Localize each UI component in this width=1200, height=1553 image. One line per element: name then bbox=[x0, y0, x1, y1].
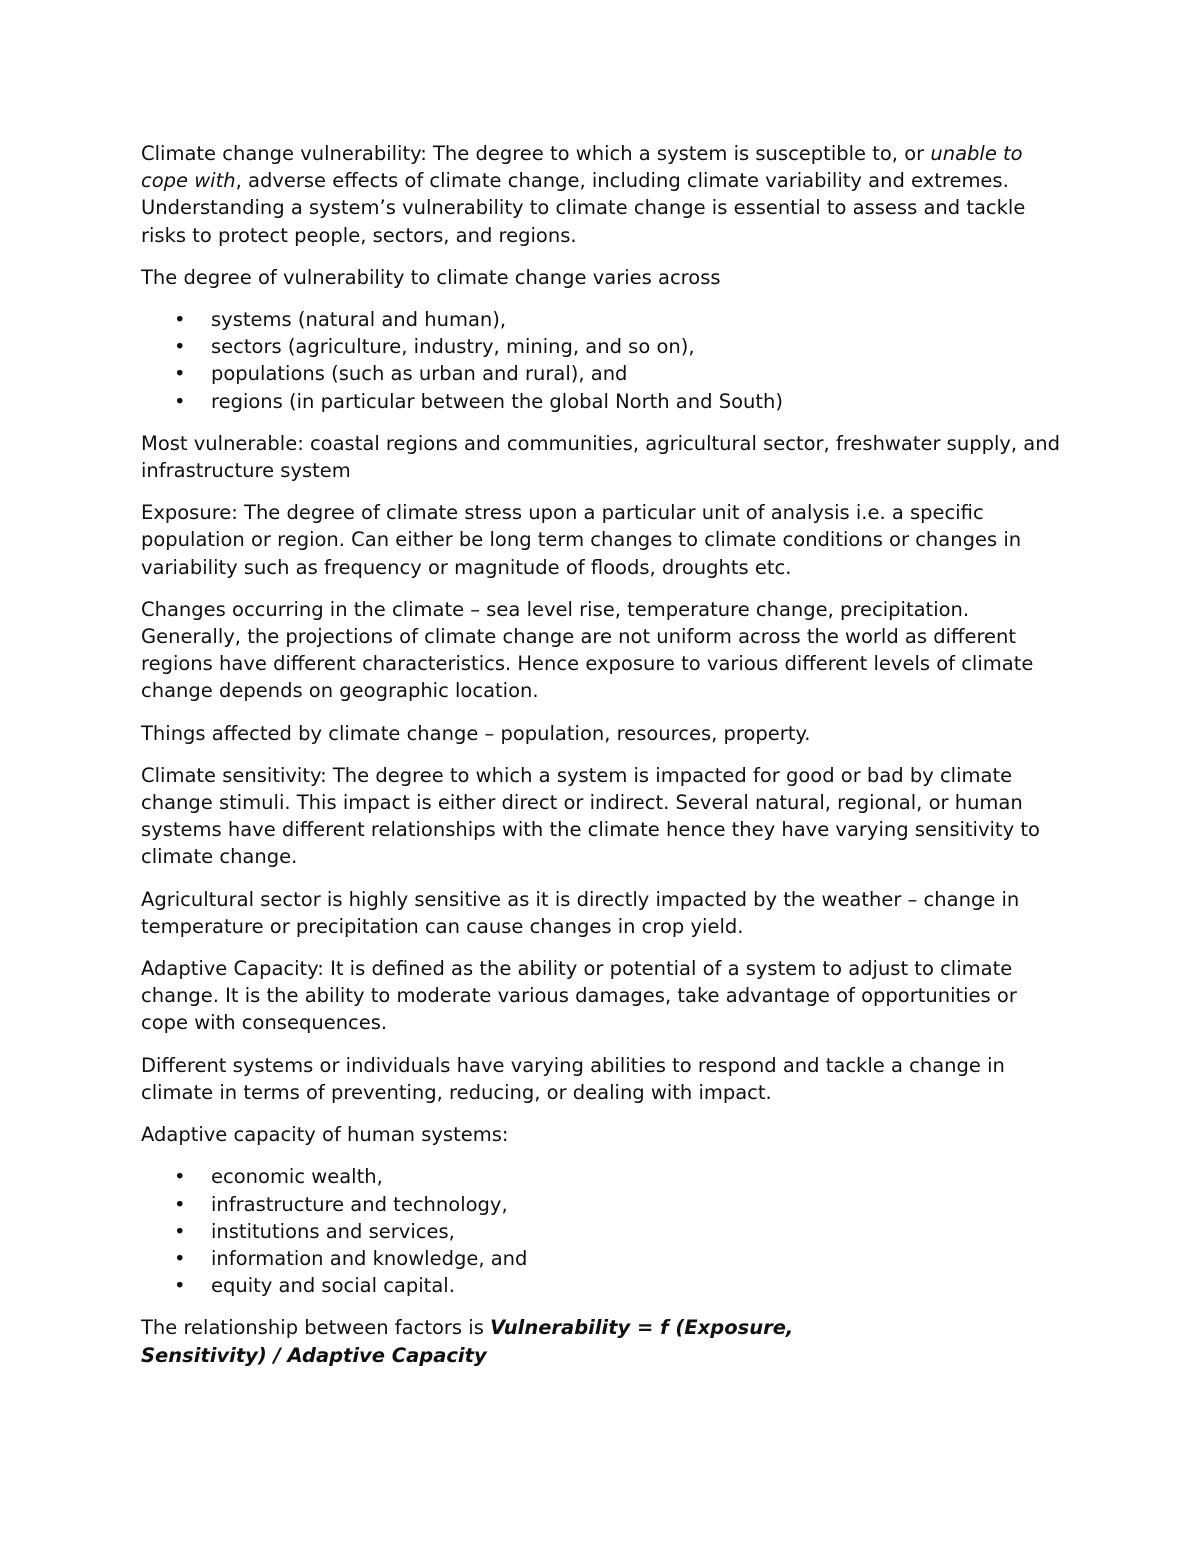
bullet-icon: • bbox=[174, 362, 186, 386]
vulnerability-list bbox=[141, 306, 1066, 415]
list-item: • systems (natural and human), bbox=[141, 306, 1066, 333]
list-item: • populations (such as urban and rural), and bbox=[141, 360, 1066, 387]
relationship-paragraph bbox=[141, 1314, 1066, 1368]
climate-changes-paragraph: Changes occurring in the climate – sea level rise, temperature change, precipitation. Generally, the projections of climate change are not uniform across the world as different regions have different characteristics. Hence exposure to various different levels of climate change depends on geographic location. bbox=[141, 597, 1034, 703]
list-item: • institutions and services, bbox=[141, 1218, 1066, 1245]
vulnerability-italic: unable to cope with bbox=[141, 142, 1023, 193]
formula-line-2: Sensitivity) / Adaptive Capacity bbox=[141, 1343, 487, 1367]
agricultural-sector-paragraph: Agricultural sector is highly sensitive as it is directly impacted by the weather – change in temperature or precipitation can cause changes in crop yield. bbox=[141, 887, 1020, 938]
bullet-icon: • bbox=[174, 1192, 186, 1216]
document-page bbox=[141, 140, 1066, 1384]
bullet-icon: • bbox=[174, 1219, 186, 1243]
vulnerability-varies-intro: The degree of vulnerability to climate change varies across bbox=[141, 265, 721, 289]
vulnerability-text-a: Climate change vulnerability: The degree to which a system is susceptible to, or bbox=[141, 142, 931, 165]
vulnerability-text-b: , adverse effects of climate change, including climate variability and extremes. Understanding a system’s vulnerability to climate change is essential to assess and tackle risks to protect people, sectors, and regions. bbox=[141, 169, 1026, 247]
bullet-icon: • bbox=[174, 1246, 186, 1270]
adaptive-capacity-intro: Adaptive capacity of human systems: bbox=[141, 1123, 509, 1147]
list-item: • regions (in particular between the global North and South) bbox=[141, 388, 1066, 415]
most-vulnerable-paragraph: Most vulnerable: coastal regions and communities, agricultural sector, freshwater supply, and infrastructure system bbox=[141, 431, 1060, 483]
list-item: • sectors (agriculture, industry, mining, and so on), bbox=[141, 333, 1066, 360]
relationship-prefix: The relationship between factors is bbox=[141, 1316, 491, 1340]
formula-line-1: Vulnerability = f (Exposure, bbox=[490, 1316, 794, 1340]
list-item: • economic wealth, bbox=[141, 1163, 1066, 1190]
bullet-icon: • bbox=[174, 389, 186, 413]
bullet-icon: • bbox=[174, 308, 186, 332]
different-systems-paragraph: Different systems or individuals have varying abilities to respond and tackle a change in climate in terms of preventing, reducing, or dealing with impact. bbox=[141, 1053, 1005, 1104]
bullet-icon: • bbox=[174, 335, 186, 359]
sensitivity-definition: Climate sensitivity: The degree to which a system is impacted for good or bad by climate change stimuli. This impact is either direct or indirect. Several natural, regional, or human systems have different relationships with the climate hence they have varying sensitivity to climate change. bbox=[141, 763, 1040, 869]
bullet-icon: • bbox=[174, 1165, 186, 1189]
list-item: • information and knowledge, and bbox=[141, 1245, 1066, 1272]
vulnerability-definition bbox=[141, 140, 1066, 249]
adaptive-capacity-list bbox=[141, 1163, 1066, 1299]
list-item: • equity and social capital. bbox=[141, 1272, 1066, 1299]
things-affected-paragraph: Things affected by climate change – population, resources, property. bbox=[141, 721, 811, 745]
bullet-icon: • bbox=[174, 1274, 186, 1298]
exposure-definition: Exposure: The degree of climate stress upon a particular unit of analysis i.e. a specific population or region. Can either be long term changes to climate conditions or changes in variability such as frequency or magnitude of floods, droughts etc. bbox=[141, 501, 1022, 579]
adaptive-capacity-definition: Adaptive Capacity: It is defined as the ability or potential of a system to adjust to climate change. It is the ability to moderate various damages, take advantage of opportunities or cope with consequences. bbox=[141, 957, 1017, 1035]
list-item: • infrastructure and technology, bbox=[141, 1191, 1066, 1218]
